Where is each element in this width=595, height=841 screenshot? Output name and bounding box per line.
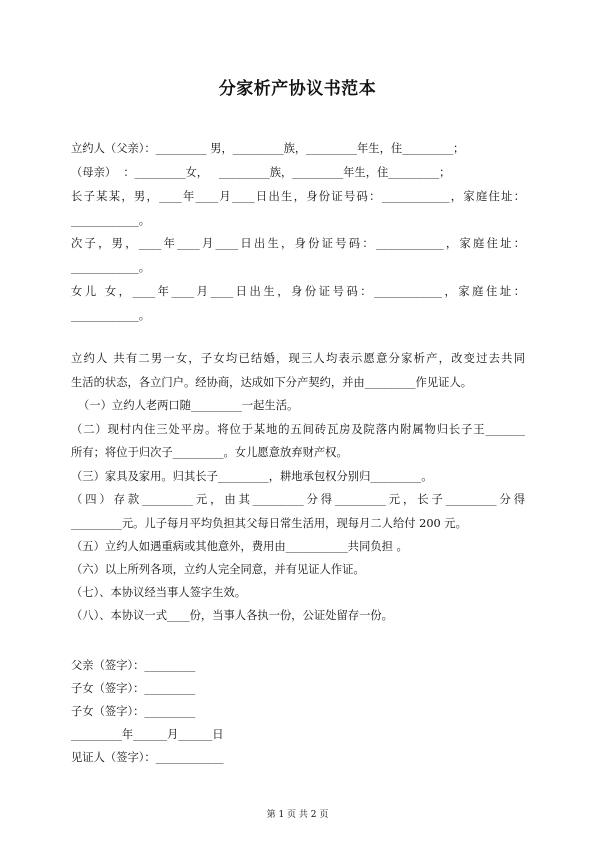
party-line-father: 立约人（父亲）：_________ 男，_________族，_________年生，住_________； <box>71 142 465 155</box>
clause-8: （八）、本协议一式____份，当事人各执一份，公证处留存一份。 <box>71 609 393 622</box>
document-title: 分家析产协议书范本 <box>218 79 377 99</box>
signature-witness: 见证人（签字）：____________ <box>71 751 224 764</box>
clause-4-continued: _________元。儿子每月平均负担其父每日常生活用，现每月二人给付 200 元。 <box>71 517 467 530</box>
party-line-eldest-son: 长子某某，男，____年____月____日出生，身份证号码：____________，家庭住址： <box>71 190 525 203</box>
page-number: 第 1 页 共 2 页 <box>266 810 329 820</box>
signature-child-1: 子女（签字）：_________ <box>71 682 196 695</box>
clause-2: （二）现村内住三处平房。将位于某地的五间砖瓦房及院落内附属物归长子王_______ <box>71 423 525 436</box>
clause-5: （五）立约人如遇重病或其他意外，费用由___________共同负担 。 <box>71 540 408 553</box>
signature-date: _________年______月______日 <box>71 728 224 741</box>
party-line-daughter-address: ____________。 <box>71 309 151 322</box>
party-line-second-son-address: ____________。 <box>71 261 151 274</box>
signature-child-2: 子女（签字）：_________ <box>71 705 196 718</box>
party-line-daughter: 女儿 女，____年____月____日出生，身份证号码：____________，家庭住址： <box>71 285 525 298</box>
party-line-eldest-son-address: ____________。 <box>71 214 151 227</box>
clause-3: （三）家具及家用。归其长子_________，耕地承包权分别归_________。 <box>71 470 433 483</box>
clause-4: （四）存款_________元，由其_________分得_________元，长子_________分得 <box>71 493 525 506</box>
clause-2-continued: 所有；将位于归次子_________。女儿愿意放弃财产权。 <box>71 446 348 459</box>
clause-7: （七）、本协议经当事人签字生效。 <box>71 586 247 599</box>
body-paragraph-line: 立约人 共有二男一女，子女均已结婚，现三人均表示愿意分家析产，改变过去共同 <box>71 352 525 365</box>
signature-father: 父亲（签字）：_________ <box>71 659 196 672</box>
clause-1: （一）立约人老两口随_________一起生活。 <box>78 399 299 412</box>
clause-6: （六）以上所列各项，立约人完全同意，并有见证人作证。 <box>71 563 365 576</box>
party-line-mother: （母亲） ：_________女， _________族，_________年生，住_________； <box>71 166 451 179</box>
party-line-second-son: 次子，男，____年____月____日出生，身份证号码：____________，家庭住址： <box>71 237 525 250</box>
body-paragraph-line: 生活的状态，各立门户。经协商，达成如下分产契约，并由_________作见证人。 <box>71 376 473 389</box>
